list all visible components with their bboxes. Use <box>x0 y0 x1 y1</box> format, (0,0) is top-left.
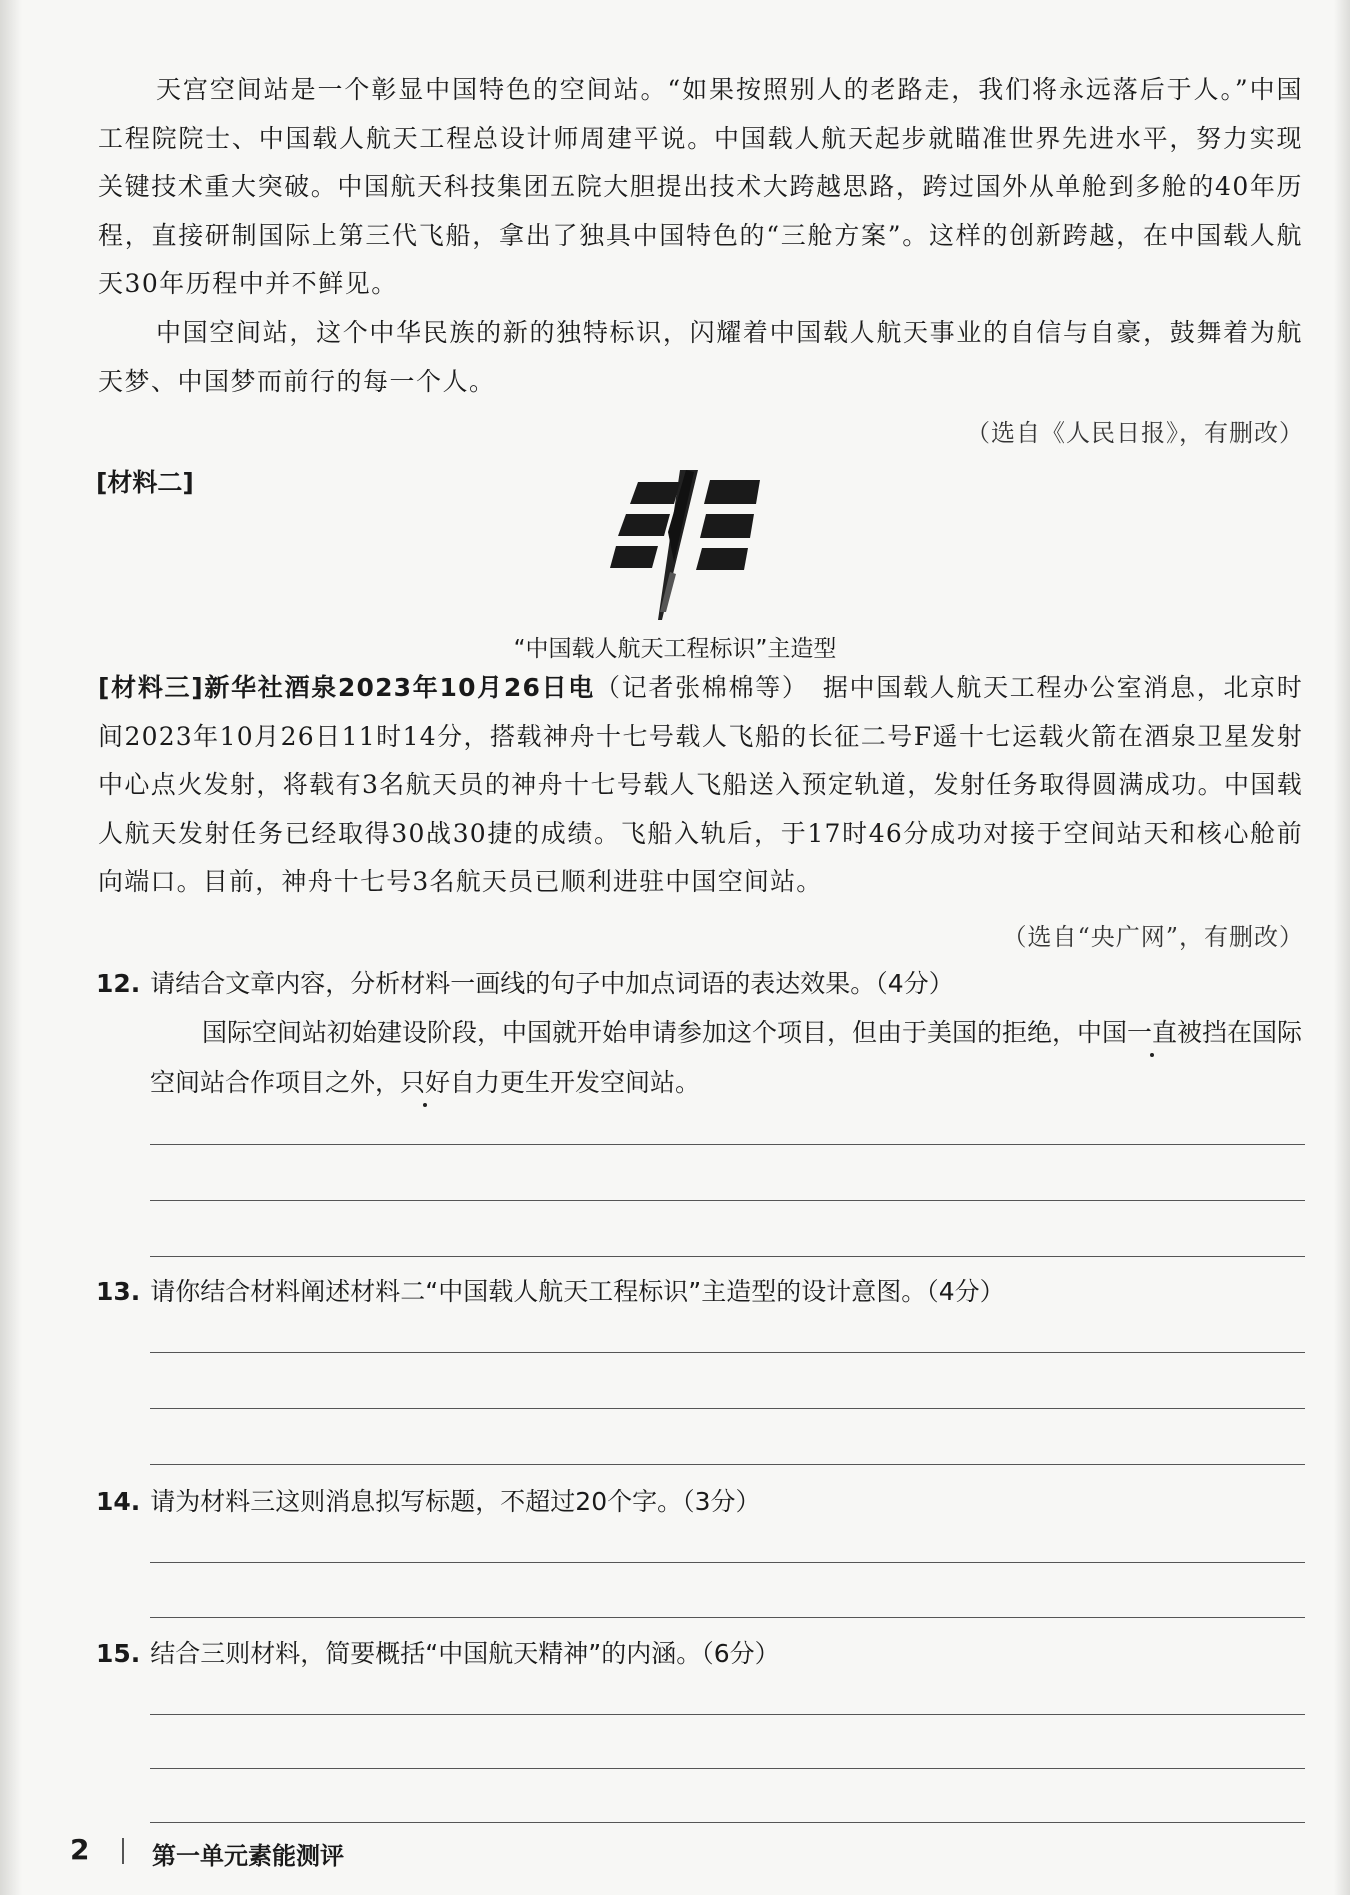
answer-line[interactable] <box>150 1562 1305 1563</box>
answer-line[interactable] <box>150 1408 1305 1409</box>
answer-line[interactable] <box>150 1144 1305 1145</box>
page-number: 2 <box>70 1833 90 1866</box>
question-13-number: 13. <box>96 1277 141 1306</box>
material-one-paragraph-2: 中国空间站，这个中华民族的新的独特标识，闪耀着中国载人航天事业的自信与自豪，鼓舞着为航天梦、中国梦而前行的每一个人。 <box>98 318 1303 396</box>
question-12-number: 12. <box>96 969 141 998</box>
question-12-quote <box>150 1008 1305 1108</box>
material-one-source: （选自《人民日报》，有删改） <box>966 419 1304 447</box>
dotted-word-zhihao: 只好 <box>400 1068 451 1097</box>
dotted-word-yizhi: 一直 <box>1127 1018 1178 1047</box>
material-two-label: [材料二] <box>96 468 194 497</box>
material-three-dateline: 新华社酒泉2023年10月26日电 <box>203 673 595 702</box>
material-three-reporter: （记者张棉棉等） <box>594 673 797 702</box>
material-three-label: [材料三] <box>98 673 204 702</box>
material-three-paragraph <box>98 664 1303 907</box>
question-15 <box>96 1632 1306 1676</box>
quote-part-2: 被挡在国际空间站合作项目之外， <box>150 1018 1303 1097</box>
unit-title: 第一单元素能测评 <box>152 1842 344 1870</box>
answer-line[interactable] <box>150 1822 1305 1823</box>
material-three-body: 据中国载人航天工程办公室消息，北京时间2023年10月26日11时14分，搭载神舟十七号载人飞船的长征二号F遥十七运载火箭在酒泉卫星发射中心点火发射，将载有3名航天员的神舟十七号载人飞船送入预定轨道，发射任务取得圆满成功。中国载人航天发射任务已经取得30战30捷的成绩。飞船入轨后，于17时46分成功对接于空间站天和核心舱前向端口。目前，神舟十七号3名航天员已顺利进驻中国空间站。 <box>98 673 1304 896</box>
question-14-text: 请为材料三这则消息拟写标题，不超过20个字。（3分） <box>150 1487 761 1516</box>
question-13 <box>96 1270 1306 1314</box>
question-15-text: 结合三则材料，简要概括“中国航天精神”的内涵。（6分） <box>150 1639 780 1668</box>
question-15-number: 15. <box>96 1639 141 1668</box>
footer-divider <box>122 1838 124 1864</box>
answer-line[interactable] <box>150 1464 1305 1465</box>
question-13-text: 请你结合材料阐述材料二“中国载人航天工程标识”主造型的设计意图。（4分） <box>150 1277 1005 1306</box>
logo-caption: “中国载人航天工程标识”主造型 <box>513 636 837 662</box>
quote-part-3: 自力更生开发空间站。 <box>450 1068 701 1097</box>
quote-part-1: 国际空间站初始建设阶段，中国就开始申请参加这个项目，但由于美国的拒绝，中国 <box>202 1018 1128 1047</box>
question-14 <box>96 1480 1306 1524</box>
china-manned-space-logo-icon <box>610 462 800 622</box>
material-three-source: （选自“央广网”，有删改） <box>1002 923 1304 951</box>
page-edge-shadow-right <box>1334 0 1350 1895</box>
answer-line[interactable] <box>150 1768 1305 1769</box>
answer-line[interactable] <box>150 1714 1305 1715</box>
question-12 <box>96 962 1306 1006</box>
material-one-paragraph-1: 天宫空间站是一个彰显中国特色的空间站。“如果按照别人的老路走，我们将永远落后于人。”中国工程院院士、中国载人航天工程总设计师周建平说。中国载人航天起步就瞄准世界先进水平，努力实现关键技术重大突破。中国航天科技集团五院大胆提出技术大跨越思路，跨过国外从单舱到多舱的40年历程，直接研制国际上第三代飞船，拿出了独具中国特色的“三舱方案”。这样的创新跨越，在中国载人航天30年历程中并不鲜见。 <box>98 75 1303 298</box>
question-12-text: 请结合文章内容，分析材料一画线的句子中加点词语的表达效果。（4分） <box>150 969 954 998</box>
answer-line[interactable] <box>150 1617 1305 1618</box>
question-14-number: 14. <box>96 1487 141 1516</box>
page-edge-shadow-left <box>0 0 22 1895</box>
answer-line[interactable] <box>150 1352 1305 1353</box>
answer-line[interactable] <box>150 1200 1305 1201</box>
answer-line[interactable] <box>150 1256 1305 1257</box>
